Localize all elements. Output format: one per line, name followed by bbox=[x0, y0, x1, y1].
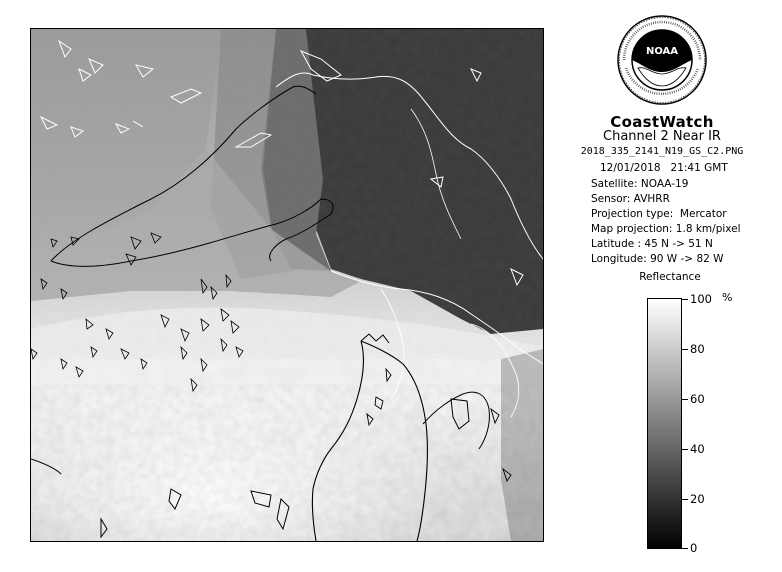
colorbar-tick bbox=[682, 349, 688, 350]
colorbar-tick-label: 60 bbox=[690, 392, 705, 406]
noaa-emblem-icon bbox=[616, 14, 708, 106]
projection-type-label: Projection type: Mercator bbox=[591, 208, 727, 220]
colorbar-tick bbox=[682, 299, 688, 300]
satellite-image bbox=[30, 28, 544, 542]
map-projection-label: Map projection: 1.8 km/pixel bbox=[591, 223, 741, 235]
colorbar-title: Reflectance bbox=[639, 271, 701, 283]
product-title: CoastWatch bbox=[610, 113, 714, 131]
noaa-logo bbox=[616, 14, 708, 106]
reflectance-colorbar bbox=[647, 298, 682, 549]
colorbar-tick bbox=[682, 449, 688, 450]
colorbar-tick bbox=[682, 399, 688, 400]
latitude-label: Latitude : 45 N -> 51 N bbox=[591, 238, 713, 250]
sensor-label: Sensor: AVHRR bbox=[591, 193, 670, 205]
colorbar-tick bbox=[682, 499, 688, 500]
logo-text: NOAA bbox=[645, 46, 679, 57]
satellite-label: Satellite: NOAA-19 bbox=[591, 178, 689, 190]
colorbar-tick-label: 100 bbox=[690, 292, 712, 306]
colorbar-tick-label: 0 bbox=[690, 541, 698, 555]
reflectance-map bbox=[31, 29, 543, 541]
channel-label: Channel 2 Near IR bbox=[603, 129, 721, 144]
colorbar-tick-label: 40 bbox=[690, 442, 705, 456]
datetime-label: 12/01/2018 21:41 GMT bbox=[600, 162, 728, 174]
longitude-label: Longitude: 90 W -> 82 W bbox=[591, 253, 724, 265]
colorbar-tick bbox=[682, 548, 688, 549]
colorbar-tick-label: 20 bbox=[690, 492, 705, 506]
filename-label: 2018_335_2141_N19_GS_C2.PNG bbox=[580, 146, 744, 157]
colorbar-unit: % bbox=[722, 291, 733, 304]
colorbar-tick-label: 80 bbox=[690, 342, 705, 356]
